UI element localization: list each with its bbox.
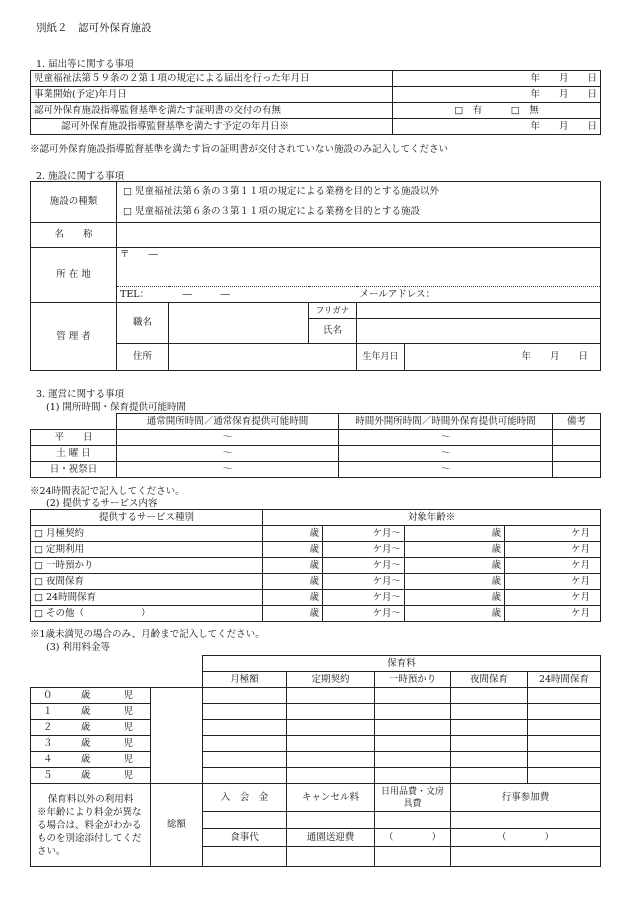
age-unit: ケ月 <box>505 526 601 542</box>
age-number: ２ <box>31 720 65 736</box>
hours-header-notes: 備考 <box>553 414 601 430</box>
tsuen-label: 通園送迎費 <box>287 829 375 847</box>
fee-cell[interactable] <box>287 812 375 829</box>
age-unit: ケ月～ <box>323 526 405 542</box>
hours-cell[interactable]: ～ <box>117 446 339 462</box>
age-sai: 歳 <box>65 768 107 784</box>
section-2-heading: 2. 施設に関する事項 <box>36 171 125 182</box>
hours-note-cell[interactable] <box>553 430 601 446</box>
fee-cell[interactable] <box>375 688 451 704</box>
age-unit: 歳 <box>405 542 505 558</box>
fee-cell[interactable] <box>528 768 601 784</box>
age-unit: ケ月 <box>505 558 601 574</box>
age-ji: 児 <box>107 704 151 720</box>
age-unit: ケ月 <box>505 574 601 590</box>
section-1-heading: 1. 届出等に関する事項 <box>36 59 134 70</box>
other-fees-note: ※年齢により料金が異なる場合は、料金がわかるものを別途添付してください。 <box>37 806 142 857</box>
fee-cell[interactable] <box>451 812 601 829</box>
tel-field[interactable]: TEL： ― ― <box>117 287 357 303</box>
age-unit: 歳 <box>263 526 323 542</box>
age-unit: 歳 <box>263 574 323 590</box>
fee-cell[interactable] <box>287 768 375 784</box>
age-unit: ケ月～ <box>323 590 405 606</box>
fee-cell[interactable] <box>287 704 375 720</box>
hours-header-normal: 通常開所時間／通常保育提供可能時間 <box>117 414 339 430</box>
fee-header: 24時間保育 <box>528 672 601 688</box>
filing-table <box>30 70 601 135</box>
age-ji: 児 <box>107 720 151 736</box>
fee-cell[interactable] <box>203 812 287 829</box>
kind-option-2[interactable]: □ 児童福祉法第６条の３第１１項の規定による業務を目的とする施設 <box>117 202 601 223</box>
services-table <box>30 509 601 622</box>
manager-name-label: 氏名 <box>309 319 357 344</box>
fee-cell[interactable] <box>287 688 375 704</box>
hours-cell[interactable]: ～ <box>339 430 553 446</box>
dob-label: 生年月日 <box>357 344 405 371</box>
age-unit: ケ月～ <box>323 558 405 574</box>
hours-cell[interactable]: ～ <box>339 446 553 462</box>
fee-cell[interactable] <box>451 847 601 867</box>
age-ji: 児 <box>107 752 151 768</box>
doc-title: 別紙２ 認可外保育施設 <box>36 22 152 34</box>
gyoji-label: 行事参加費 <box>451 784 601 812</box>
fee-cell[interactable] <box>203 688 287 704</box>
section-3-heading: 3. 運営に関する事項 <box>36 389 125 400</box>
fee-cell[interactable] <box>451 704 528 720</box>
fee-cell[interactable] <box>375 752 451 768</box>
fee-cell[interactable] <box>375 812 451 829</box>
certificate-checkboxes[interactable]: □ 有 □ 無 <box>393 103 601 119</box>
subsection-services: (2) 提供するサービス内容 <box>46 498 158 509</box>
age-unit: 歳 <box>405 558 505 574</box>
email-field[interactable]: メールアドレス： <box>357 287 601 303</box>
fee-cell[interactable] <box>287 736 375 752</box>
manager-label: 管 理 者 <box>31 303 117 371</box>
fee-cell[interactable] <box>287 847 375 867</box>
fee-cell[interactable] <box>451 736 528 752</box>
age-sai: 歳 <box>65 704 107 720</box>
subsection-hours: (1) 開所時間・保育提供可能時間 <box>46 402 186 413</box>
address-label: 所 在 地 <box>31 248 117 303</box>
hours-header-overtime: 時間外開所時間／時間外保育提供可能時間 <box>339 414 553 430</box>
age-ji: 児 <box>107 688 151 704</box>
fee-header: 月極額 <box>203 672 287 688</box>
fee-cell[interactable] <box>528 704 601 720</box>
fee-header: 定期契約 <box>287 672 375 688</box>
age-unit: ケ月 <box>505 590 601 606</box>
fee-group-header: 保育料 <box>203 656 601 672</box>
paren-field[interactable]: （ ） <box>451 829 601 847</box>
paren-field[interactable]: （ ） <box>375 829 451 847</box>
services-header-type: 提供するサービス種別 <box>31 510 263 526</box>
age-unit: ケ月 <box>505 606 601 622</box>
age-unit: 歳 <box>263 606 323 622</box>
other-fees-label-cell <box>31 784 151 867</box>
postal-field[interactable]: 〒 ― <box>117 248 601 287</box>
planned-date-value[interactable]: 年 月 日 <box>393 119 601 135</box>
facility-name-field[interactable] <box>117 223 601 248</box>
facility-name-label: 名 称 <box>31 223 117 248</box>
age-unit: ケ月～ <box>323 542 405 558</box>
cancel-label: キャンセル料 <box>287 784 375 812</box>
kind-option-1[interactable]: □ 児童福祉法第６条の３第１１項の規定による業務を目的とする施設以外 <box>117 182 601 203</box>
hours-row-label: 平 日 <box>31 430 117 446</box>
service-type[interactable]: □ 定期利用 <box>31 542 263 558</box>
manager-address-field[interactable] <box>169 344 357 371</box>
age-number: ０ <box>31 688 65 704</box>
age-unit: 歳 <box>263 558 323 574</box>
fee-cell[interactable] <box>375 768 451 784</box>
fee-cell[interactable] <box>528 736 601 752</box>
section-1-note: ※認可外保育施設指導監督基準を満たす旨の証明書が交付されていない施設のみ記入してください <box>30 144 449 155</box>
services-note: ※1歳未満児の場合のみ、月齢まで記入してください。 <box>30 629 265 640</box>
facility-table <box>30 181 601 371</box>
kind-label: 施設の種類 <box>31 182 117 223</box>
fee-cell[interactable] <box>528 688 601 704</box>
fee-cell[interactable] <box>451 720 528 736</box>
age-number: ３ <box>31 736 65 752</box>
planned-date-label: 認可外保育施設指導監督基準を満たす予定の年月日※ <box>31 119 393 135</box>
age-sai: 歳 <box>65 752 107 768</box>
hours-note-cell[interactable] <box>553 446 601 462</box>
services-header-age: 対象年齢※ <box>263 510 601 526</box>
age-unit: 歳 <box>405 526 505 542</box>
hours-row-label: 土 曜 日 <box>31 446 117 462</box>
service-type[interactable]: □ 24時間保育 <box>31 590 263 606</box>
age-unit: ケ月～ <box>323 574 405 590</box>
title-label: 職名 <box>117 303 169 344</box>
service-type[interactable]: □ 一時預かり <box>31 558 263 574</box>
service-type[interactable]: □ その他（ ） <box>31 606 263 622</box>
age-unit: 歳 <box>405 606 505 622</box>
fee-cell[interactable] <box>375 704 451 720</box>
age-sai: 歳 <box>65 736 107 752</box>
age-unit: 歳 <box>405 574 505 590</box>
fee-cell[interactable] <box>528 720 601 736</box>
manager-address-label: 住所 <box>117 344 169 371</box>
fee-cell[interactable] <box>203 847 287 867</box>
fee-cell[interactable] <box>528 752 601 768</box>
age-number: １ <box>31 704 65 720</box>
fee-cell[interactable] <box>287 720 375 736</box>
fee-cell[interactable] <box>375 736 451 752</box>
furigana-field[interactable] <box>357 303 601 319</box>
age-ji: 児 <box>107 736 151 752</box>
fee-header: 一時預かり <box>375 672 451 688</box>
title-field[interactable] <box>169 303 309 344</box>
age-number: ４ <box>31 752 65 768</box>
fee-cell[interactable] <box>203 704 287 720</box>
fee-cell[interactable] <box>451 752 528 768</box>
hours-cell[interactable]: ～ <box>117 430 339 446</box>
filing-date-label: 児童福祉法第５９条の２第１項の規定による届出を行った年月日 <box>31 71 393 87</box>
manager-name-field[interactable] <box>357 319 601 344</box>
hours-row-label: 日・祝祭日 <box>31 462 117 478</box>
shokuji-label: 食事代 <box>203 829 287 847</box>
hours-table <box>30 413 601 478</box>
service-type[interactable]: □ 夜間保育 <box>31 574 263 590</box>
fee-cell[interactable] <box>287 752 375 768</box>
subsection-fees: (3) 利用料金等 <box>46 642 110 653</box>
age-unit: ケ月 <box>505 542 601 558</box>
fee-cell[interactable] <box>375 847 451 867</box>
age-number: ５ <box>31 768 65 784</box>
service-type[interactable]: □ 月極契約 <box>31 526 263 542</box>
age-sai: 歳 <box>65 720 107 736</box>
fee-cell[interactable] <box>203 720 287 736</box>
dob-field[interactable]: 年 月 日 <box>405 344 601 371</box>
fee-cell[interactable] <box>451 768 528 784</box>
hours-note-cell[interactable] <box>553 462 601 478</box>
nyukai-label: 入 会 金 <box>203 784 287 812</box>
age-unit: 歳 <box>263 542 323 558</box>
fee-header: 夜間保育 <box>451 672 528 688</box>
hours-cell[interactable]: ～ <box>339 462 553 478</box>
fees-table <box>30 655 601 867</box>
fee-cell[interactable] <box>451 688 528 704</box>
nichiyo-label: 日用品費・文房具費 <box>375 784 451 812</box>
total-label: 総額 <box>151 784 203 867</box>
fee-cell[interactable] <box>203 752 287 768</box>
fee-cell[interactable] <box>375 720 451 736</box>
furigana-label: フリガナ <box>309 303 357 319</box>
hours-note: ※24時間表記で記入してください。 <box>30 486 185 497</box>
fee-cell[interactable] <box>203 768 287 784</box>
hours-cell[interactable]: ～ <box>117 462 339 478</box>
certificate-label: 認可外保育施設指導監督基準を満たす証明書の交付の有無 <box>31 103 393 119</box>
start-date-value[interactable]: 年 月 日 <box>393 87 601 103</box>
age-ji: 児 <box>107 768 151 784</box>
filing-date-value[interactable]: 年 月 日 <box>393 71 601 87</box>
start-date-label: 事業開始(予定)年月日 <box>31 87 393 103</box>
other-fees-label: 保育料以外の利用料 <box>47 793 134 805</box>
age-sai: 歳 <box>65 688 107 704</box>
age-unit: 歳 <box>405 590 505 606</box>
age-unit: ケ月～ <box>323 606 405 622</box>
age-unit: 歳 <box>263 590 323 606</box>
fee-cell[interactable] <box>203 736 287 752</box>
